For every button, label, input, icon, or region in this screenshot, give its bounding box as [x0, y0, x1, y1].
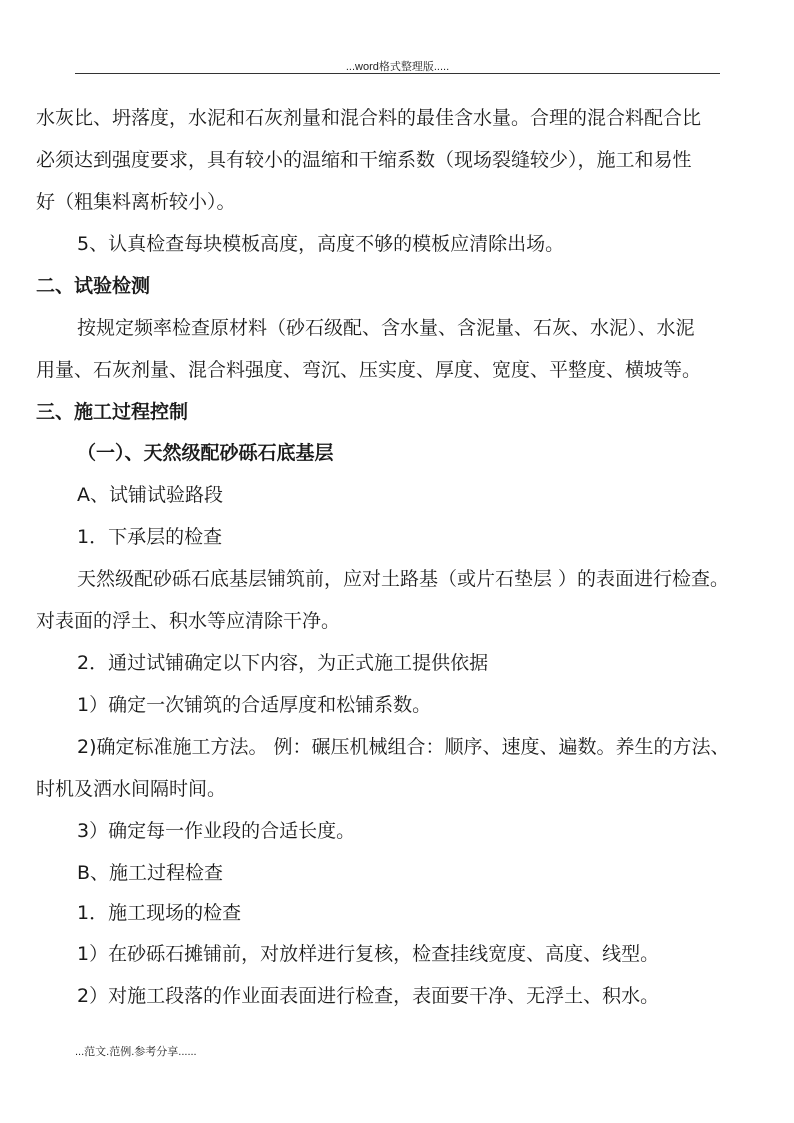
header-divider — [75, 73, 720, 74]
item-line: 1）在砂砾石摊铺前，对放样进行复核，检查挂线宽度、高度、线型。 — [77, 943, 660, 965]
section-heading: 二、试验检测 — [36, 275, 151, 297]
item-line: 1．施工现场的检查 — [77, 902, 242, 924]
paragraph-line: 对表面的浮土、积水等应清除干净。 — [36, 610, 341, 632]
item-line: 1．下承层的检查 — [77, 526, 223, 548]
paragraph-line: 好（粗集料离析较小）。 — [36, 191, 236, 213]
paragraph-line: 必须达到强度要求，具有较小的温缩和干缩系数（现场裂缝较少），施工和易性 — [36, 149, 692, 171]
page-footer: ...范文.范例.参考分享...... — [75, 1046, 197, 1058]
paragraph-line: 时机及洒水间隔时间。 — [36, 778, 227, 800]
paragraph-line: 天然级配砂砾石底基层铺筑前，应对土路基（或片石垫层 ）的表面进行检查。 — [77, 568, 730, 590]
item-line: 2）对施工段落的作业面表面进行检查，表面要干净、无浮土、积水。 — [77, 985, 660, 1007]
item-heading: A、试铺试验路段 — [77, 484, 223, 506]
paragraph-line: 水灰比、坍落度，水泥和石灰剂量和混合料的最佳含水量。合理的混合料配合比 — [36, 107, 702, 129]
paragraph-line: 按规定频率检查原材料（砂石级配、含水量、含泥量、石灰、水泥）、水泥 — [77, 317, 695, 339]
paragraph-line: 5、认真检查每块模板高度，高度不够的模板应清除出场。 — [77, 233, 565, 255]
item-line: 2．通过试铺确定以下内容，为正式施工提供依据 — [77, 652, 489, 674]
section-heading: 三、施工过程控制 — [36, 401, 189, 423]
item-line: 3）确定每一作业段的合适长度。 — [77, 820, 356, 842]
item-heading: B、施工过程检查 — [77, 862, 224, 884]
item-line: 1）确定一次铺筑的合适厚度和松铺系数。 — [77, 694, 432, 716]
paragraph-line: 用量、石灰剂量、混合料强度、弯沉、压实度、厚度、宽度、平整度、横坡等。 — [36, 359, 702, 381]
item-line: 2)确定标准施工方法。 例：碾压机械组合：顺序、速度、遍数。养生的方法、 — [77, 736, 730, 758]
page-header: ...word格式整理版..... — [345, 61, 450, 73]
subsection-heading: （一）、天然级配砂砾石底基层 — [77, 442, 334, 464]
